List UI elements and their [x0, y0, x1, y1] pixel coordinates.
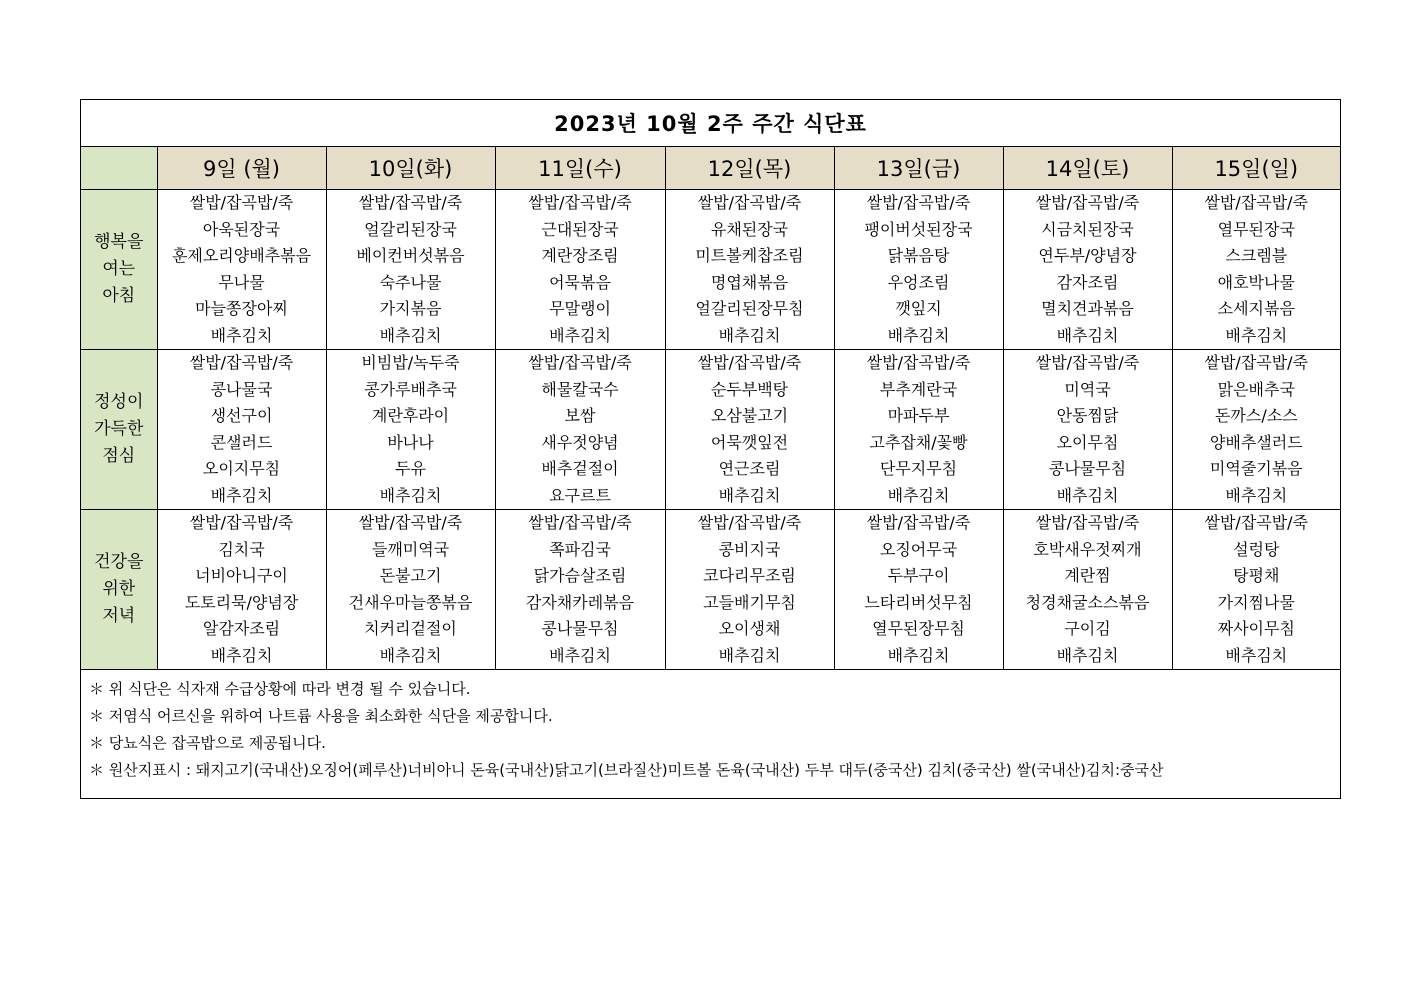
menu-item: 쌀밥/잡곡밥/죽 — [189, 513, 294, 532]
weekly-menu-table — [81, 100, 1340, 670]
notes-section — [81, 660, 1340, 784]
menu-item: 돈까스/소스 — [1214, 406, 1298, 425]
meal-row — [81, 190, 1340, 350]
menu-item: 쌀밥/잡곡밥/죽 — [528, 513, 632, 532]
menu-item: 구이김 — [1064, 619, 1111, 638]
meal-label — [81, 350, 157, 510]
menu-item: 탕평채 — [1233, 566, 1280, 585]
menu-item: 해물칼국수 — [541, 379, 619, 399]
note-line: ＊ 당뇨식은 잡곡밥으로 제공됩니다. — [89, 734, 326, 752]
menu-item: 마늘쫑장아찌 — [195, 299, 288, 318]
meal-cell — [495, 350, 665, 510]
menu-item: 닭볶음탕 — [887, 246, 950, 265]
menu-item: 숙주나물 — [379, 272, 442, 292]
meal-cell — [665, 350, 834, 510]
menu-item: 요구르트 — [549, 485, 611, 505]
menu-item: 아욱된장국 — [202, 219, 281, 239]
menu-item: 쌀밥/잡곡밥/죽 — [528, 193, 632, 212]
meal-label-line: 점심 — [102, 446, 136, 466]
menu-item: 소세지볶음 — [1217, 299, 1295, 318]
meal-cell — [834, 350, 1003, 510]
menu-item: 얼갈리된장무침 — [695, 299, 804, 318]
menu-item: 콩나물국 — [210, 379, 273, 399]
menu-item: 감자채카레볶음 — [525, 592, 635, 612]
menu-item: 배추김치 — [887, 325, 950, 345]
menu-item: 두부구이 — [887, 566, 950, 585]
meal-cell — [326, 350, 495, 510]
menu-item: 치커리겉절이 — [364, 619, 457, 638]
menu-item: 시금치된장국 — [1041, 219, 1134, 239]
meal-rows — [81, 190, 1340, 670]
menu-item: 감자조림 — [1056, 272, 1119, 292]
menu-item: 열무된장국 — [1217, 219, 1295, 239]
menu-item: 쌀밥/잡곡밥/죽 — [697, 353, 802, 372]
meal-cell — [495, 510, 665, 670]
meal-label — [81, 510, 157, 670]
menu-item: 알감자조림 — [202, 619, 281, 638]
meal-label-line: 아침 — [102, 286, 136, 306]
menu-item: 쌀밥/잡곡밥/죽 — [1035, 353, 1140, 372]
day-header-row — [81, 147, 1340, 190]
menu-item: 쌀밥/잡곡밥/죽 — [189, 193, 294, 212]
menu-item: 어묵깻잎전 — [710, 432, 789, 452]
menu-item: 배추김치 — [718, 645, 781, 665]
menu-item: 보쌈 — [564, 406, 596, 425]
meal-label-line: 정성이 — [94, 392, 144, 412]
menu-item: 콩나물무침 — [1048, 459, 1127, 478]
menu-item: 열무된장무침 — [872, 619, 965, 638]
menu-item: 비빔밥/녹두죽 — [361, 353, 460, 372]
menu-item: 애호박나물 — [1217, 272, 1295, 292]
meal-cell — [1172, 190, 1340, 350]
menu-item: 쌀밥/잡곡밥/죽 — [1035, 513, 1140, 532]
menu-item: 쌀밥/잡곡밥/죽 — [1204, 353, 1309, 372]
menu-item: 배추김치 — [210, 645, 273, 665]
day-header: 15일(일) — [1172, 147, 1340, 190]
menu-item: 쌀밥/잡곡밥/죽 — [1204, 193, 1309, 212]
menu-item: 단무지무침 — [879, 459, 958, 478]
meal-cell — [834, 510, 1003, 670]
menu-title: 2023년 10월 2주 주간 식단표 — [81, 100, 1340, 147]
menu-item: 쌀밥/잡곡밥/죽 — [697, 193, 802, 212]
menu-item: 너비아니구이 — [195, 566, 288, 585]
menu-item: 오이무침 — [1056, 432, 1119, 452]
meal-cell — [834, 190, 1003, 350]
meal-row — [81, 510, 1340, 670]
menu-item: 쌀밥/잡곡밥/죽 — [866, 353, 971, 372]
day-header: 10일(화) — [326, 147, 495, 190]
menu-item: 어묵볶음 — [549, 272, 611, 292]
meal-label-line: 건강을 — [94, 552, 144, 572]
menu-item: 쌀밥/잡곡밥/죽 — [866, 193, 971, 212]
meal-label-line: 여는 — [102, 259, 136, 279]
menu-item: 스크렘블 — [1225, 246, 1288, 265]
menu-item: 배추김치 — [718, 325, 781, 345]
menu-item: 도토리묵/양념장 — [184, 592, 299, 612]
menu-item: 청경채굴소스볶음 — [1025, 592, 1150, 612]
menu-item: 콩가루배추국 — [364, 379, 457, 399]
menu-item: 배추김치 — [1056, 645, 1119, 665]
menu-item: 배추김치 — [210, 485, 273, 505]
menu-item: 가지볶음 — [379, 299, 442, 318]
menu-item: 부추계란국 — [879, 379, 958, 399]
menu-item: 느타리버섯무침 — [864, 592, 973, 612]
menu-item: 맑은배추국 — [1217, 379, 1295, 399]
menu-item: 쌀밥/잡곡밥/죽 — [528, 353, 632, 372]
note-line: ＊ 원산지표시 : 돼지고기(국내산)오징어(페루산)너비아니 돈육(국내산)닭고기(브라질산)미트볼 돈육(국내산) 두부 대두(중국산) 김치(중국산) 쌀(국내산)김치:중국산 — [89, 761, 1164, 779]
menu-item: 가지찜나물 — [1217, 592, 1295, 612]
menu-item: 얼갈리된장국 — [364, 219, 457, 239]
day-header: 12일(목) — [665, 147, 834, 190]
menu-item: 미트볼케찹조림 — [695, 246, 804, 265]
menu-item: 오징어무국 — [879, 539, 958, 559]
menu-item: 쪽파김국 — [549, 539, 611, 559]
meal-cell — [1172, 350, 1340, 510]
menu-item: 계란후라이 — [371, 406, 450, 425]
menu-item: 깻잎지 — [895, 299, 942, 318]
menu-item: 미역줄기볶음 — [1209, 459, 1303, 478]
menu-item: 명엽채볶음 — [710, 272, 789, 292]
menu-item: 콘샐러드 — [210, 432, 273, 452]
menu-item: 쌀밥/잡곡밥/죽 — [866, 513, 971, 532]
meal-cell — [1172, 510, 1340, 670]
menu-sheet — [80, 99, 1341, 799]
menu-item: 배추김치 — [549, 325, 611, 345]
menu-item: 계란장조림 — [541, 246, 619, 265]
menu-item: 쌀밥/잡곡밥/죽 — [1035, 193, 1140, 212]
meal-cell — [157, 190, 326, 350]
menu-item: 두유 — [395, 459, 426, 478]
meal-cell — [326, 510, 495, 670]
meal-label-line: 가득한 — [94, 419, 144, 439]
menu-item: 배추김치 — [1056, 485, 1119, 505]
meal-row — [81, 350, 1340, 510]
menu-item: 배추김치 — [1225, 325, 1288, 345]
menu-item: 쌀밥/잡곡밥/죽 — [358, 193, 463, 212]
menu-item: 배추김치 — [210, 325, 273, 345]
menu-item: 배추김치 — [1225, 645, 1288, 665]
note-line: ＊ 저염식 어르신을 위하여 나트륨 사용을 최소화한 식단을 제공합니다. — [89, 707, 553, 725]
menu-item: 연근조림 — [718, 459, 781, 478]
meal-cell — [665, 190, 834, 350]
meal-cell — [157, 350, 326, 510]
menu-item: 코다리무조림 — [703, 566, 796, 585]
meal-label-line: 위한 — [102, 579, 136, 599]
menu-item: 오이지무침 — [202, 459, 281, 478]
menu-item: 무말랭이 — [549, 299, 611, 318]
menu-item: 배추김치 — [549, 645, 611, 665]
menu-item: 순두부백탕 — [710, 379, 789, 399]
menu-item: 배추김치 — [718, 485, 781, 505]
menu-item: 미역국 — [1064, 379, 1111, 399]
menu-item: 계란찜 — [1064, 566, 1111, 585]
menu-item: 바나나 — [387, 432, 434, 452]
meal-cell — [665, 510, 834, 670]
menu-item: 새우젓양념 — [541, 432, 619, 452]
meal-cell — [326, 190, 495, 350]
day-header: 11일(수) — [495, 147, 665, 190]
menu-item: 고들배기무침 — [703, 592, 796, 612]
meal-cell — [495, 190, 665, 350]
menu-item: 고추잡채/꽃빵 — [869, 432, 968, 452]
note-line: ＊ 위 식단은 식자재 수급상황에 따라 변경 될 수 있습니다. — [89, 680, 471, 698]
menu-item: 콩나물무침 — [541, 619, 619, 638]
menu-item: 쌀밥/잡곡밥/죽 — [1204, 513, 1309, 532]
menu-item: 닭가슴살조림 — [533, 566, 627, 585]
menu-item: 오이생채 — [718, 619, 781, 638]
menu-item: 배추김치 — [379, 645, 442, 665]
menu-item: 근대된장국 — [541, 219, 619, 239]
menu-item: 콩비지국 — [718, 539, 781, 559]
menu-item: 설렁탕 — [1233, 539, 1280, 559]
menu-item: 쌀밥/잡곡밥/죽 — [697, 513, 802, 532]
meal-cell — [157, 510, 326, 670]
menu-item: 멸치견과볶음 — [1041, 299, 1134, 318]
menu-item: 쌀밥/잡곡밥/죽 — [358, 513, 463, 532]
day-header: 14일(토) — [1003, 147, 1172, 190]
menu-item: 생선구이 — [210, 406, 273, 425]
day-header: 13일(금) — [834, 147, 1003, 190]
meal-cell — [1003, 350, 1172, 510]
meal-label-line: 행복을 — [94, 232, 144, 252]
meal-cell — [1003, 190, 1172, 350]
menu-item: 오삼불고기 — [710, 406, 789, 425]
menu-item: 쌀밥/잡곡밥/죽 — [189, 353, 294, 372]
menu-item: 연두부/양념장 — [1038, 246, 1137, 265]
menu-item: 배추김치 — [1056, 325, 1119, 345]
menu-item: 배추김치 — [379, 325, 442, 345]
menu-item: 무나물 — [218, 272, 265, 292]
menu-item: 건새우마늘쫑볶음 — [348, 592, 473, 612]
menu-item: 우엉조림 — [887, 272, 950, 292]
menu-item: 배추김치 — [379, 485, 442, 505]
menu-item: 유채된장국 — [710, 219, 789, 239]
menu-item: 들깨미역국 — [371, 539, 450, 559]
menu-item: 김치국 — [218, 539, 265, 559]
menu-item: 안동찜닭 — [1056, 406, 1119, 425]
menu-item: 마파두부 — [887, 406, 950, 425]
menu-item: 배추김치 — [1225, 485, 1288, 505]
meal-label — [81, 190, 157, 350]
menu-item: 배추겉절이 — [541, 459, 619, 478]
meal-label-line: 저녁 — [102, 606, 136, 626]
day-header: 9일 (월) — [157, 147, 326, 190]
menu-item: 팽이버섯된장국 — [864, 219, 973, 239]
menu-item: 베이컨버섯볶음 — [356, 246, 465, 265]
menu-item: 배추김치 — [887, 645, 950, 665]
menu-item: 배추김치 — [887, 485, 950, 505]
menu-item: 돈불고기 — [379, 566, 442, 585]
menu-item: 양배추샐러드 — [1209, 432, 1303, 452]
meal-cell — [1003, 510, 1172, 670]
menu-item: 훈제오리양배추볶음 — [171, 246, 312, 265]
header-corner — [81, 147, 157, 190]
menu-item: 짜사이무침 — [1217, 619, 1295, 638]
menu-item: 호박새우젓찌개 — [1033, 539, 1142, 559]
